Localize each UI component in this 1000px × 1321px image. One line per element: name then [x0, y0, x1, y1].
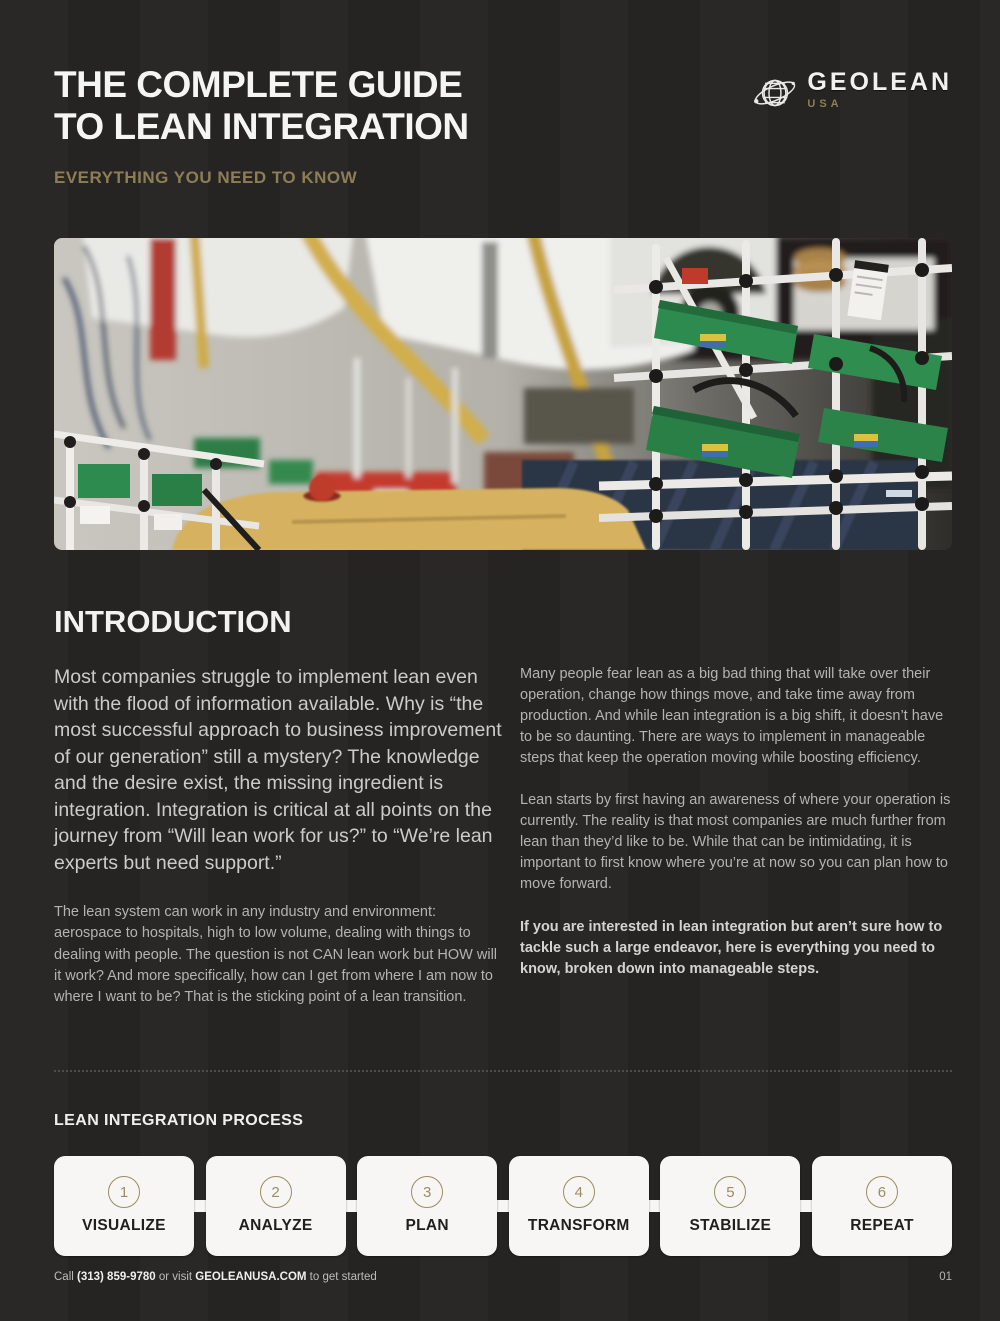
intro-left-column: [54, 664, 502, 1007]
step-label: PLAN: [405, 1217, 449, 1235]
step-number: 6: [877, 1183, 887, 1201]
intro-lead-paragraph: Most companies struggle to implement lean even with the flood of information available. Why is “the most successful approach to business improvement of our generation” still a mystery? The knowledge and the desire exist, the missing ingredient is integration. Integration is critical at all points on the journey from “Will lean work for us?” to “We’re lean experts but need support.”: [54, 666, 502, 874]
intro-right-paragraph-2: Lean starts by first having an awareness of where your operation is currently. The reality is that most companies are much further from lean than they’d like to be. While that can be intimidating, it is important to first know where you’re at now so you can plan how to move forward.: [520, 792, 951, 893]
step-label: ANALYZE: [238, 1217, 313, 1235]
step-card-transform: [509, 1156, 649, 1256]
intro-columns: [54, 664, 952, 1007]
step-number-badge: [411, 1176, 443, 1208]
footer: [54, 1271, 952, 1283]
step-number: 4: [574, 1183, 583, 1201]
dotted-divider: [54, 1070, 952, 1072]
step-label: TRANSFORM: [527, 1217, 630, 1235]
step-number: 3: [423, 1183, 432, 1201]
phone-number: (313) 859-9780: [77, 1271, 156, 1283]
contact-suffix: to get started: [306, 1271, 377, 1283]
process-section: [54, 1112, 952, 1256]
contact-line: [54, 1271, 377, 1283]
page-title: [54, 64, 469, 148]
title-line-2: TO LEAN INTEGRATION: [54, 106, 469, 148]
factory-photo: [54, 238, 952, 550]
header: [54, 64, 952, 188]
step-number: 2: [271, 1183, 280, 1201]
process-heading: LEAN INTEGRATION PROCESS: [54, 1111, 304, 1129]
brand-region: USA: [807, 98, 843, 110]
brand-wordmark: [807, 70, 952, 110]
step-label: VISUALIZE: [82, 1217, 166, 1235]
step-number-badge: [563, 1176, 595, 1208]
step-card-visualize: [54, 1156, 194, 1256]
step-card-repeat: [812, 1156, 952, 1256]
step-card-plan: [357, 1156, 497, 1256]
step-number: 5: [726, 1183, 735, 1201]
website: GEOLEANUSA.COM: [195, 1271, 307, 1283]
intro-right-paragraph-bold: If you are interested in lean integration but aren’t sure how to tackle such a large endeavor, here is everything you need to know, broken down into manageable steps.: [520, 918, 943, 977]
intro-right-column: [520, 664, 952, 1007]
page-number: 01: [939, 1271, 952, 1283]
title-block: [54, 64, 469, 188]
globe-orbit-icon: [749, 70, 799, 116]
step-number-badge: [714, 1176, 746, 1208]
introduction-section: [54, 604, 952, 1007]
intro-right-paragraph-1: Many people fear lean as a big bad thing that will take over their operation, change how things move, and take time away from production. And while lean integration is a big shift, it doesn’t have to be so daunting. There are ways to implement in manageable steps that keep the operation moving while boosting efficiency.: [520, 666, 944, 767]
step-number-badge: [260, 1176, 292, 1208]
brand-name: GEOLEAN: [807, 68, 952, 96]
step-card-stabilize: [660, 1156, 800, 1256]
step-number: 1: [119, 1183, 129, 1201]
step-number-badge: [108, 1176, 140, 1208]
contact-prefix: Call: [54, 1271, 78, 1283]
step-card-analyze: [206, 1156, 346, 1256]
title-line-1: THE COMPLETE GUIDE: [54, 64, 463, 105]
page-subtitle: EVERYTHING YOU NEED TO KNOW: [54, 168, 358, 188]
contact-middle: or visit: [155, 1271, 196, 1283]
brand-logo: [749, 70, 952, 116]
step-number-badge: [866, 1176, 898, 1208]
step-label: STABILIZE: [689, 1217, 772, 1235]
process-steps-row: [54, 1156, 952, 1256]
intro-left-paragraph: The lean system can work in any industry and environment: aerospace to hospitals, high to low volume, dealing with things to dealing with people. The question is not CAN lean work but HOW will it work? And more specifically, how can I get from where I am now to where I want to be? That is the sticking point of a lean transition.: [54, 904, 498, 1005]
step-label: REPEAT: [850, 1217, 914, 1235]
introduction-heading: INTRODUCTION: [54, 604, 292, 640]
